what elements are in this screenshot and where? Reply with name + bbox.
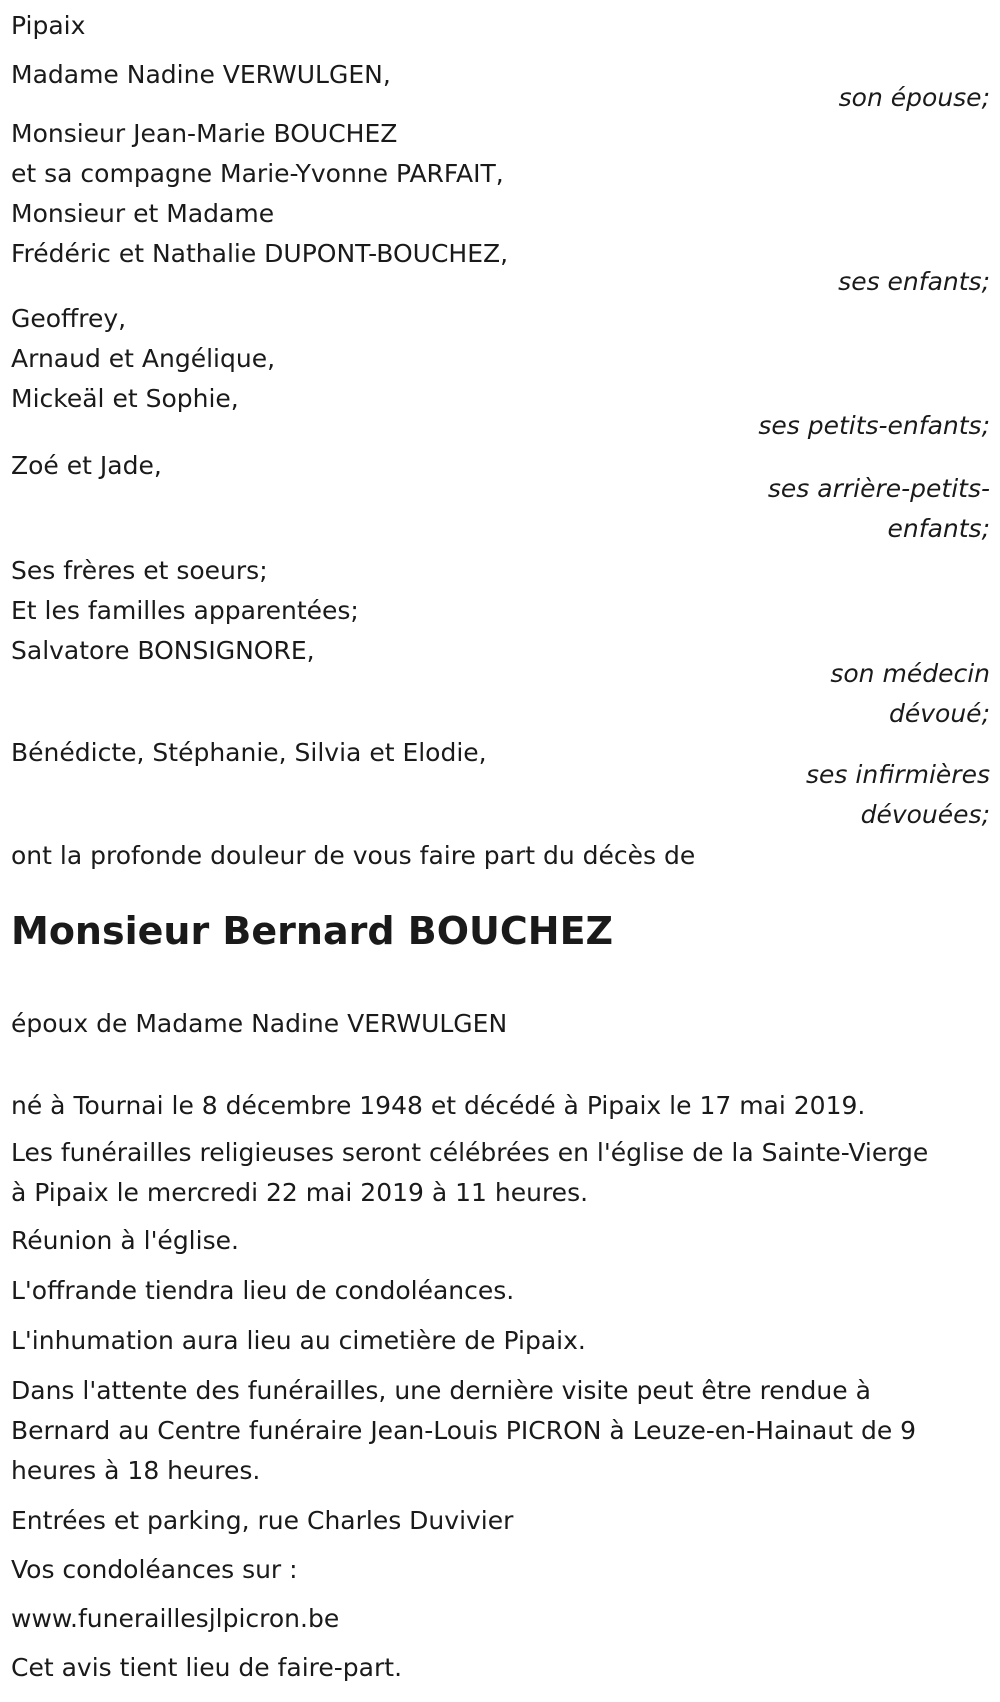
deceased-name: Monsieur Bernard BOUCHEZ [11,909,614,953]
condolences-label: Vos condoléances sur : [11,1555,298,1584]
children-role: ses enfants; [838,267,990,296]
spouse-role: son épouse; [838,83,990,112]
spouse-of-text: époux de Madame Nadine VERWULGEN [11,1009,508,1038]
nurses-role: ses infirmières dévouées; [806,760,990,829]
child-line: Frédéric et Nathalie DUPONT-BOUCHEZ, [11,239,509,268]
relatives-line: Salvatore BONSIGNORE, [11,636,315,665]
relatives-line: Ses frères et soeurs; [11,556,268,585]
announcement-text: ont la profonde douleur de vous faire part du décès de [11,841,696,870]
grandchildren-role: ses petits-enfants; [758,411,990,440]
spouse-name: Madame Nadine VERWULGEN, [11,60,391,89]
child-line: et sa compagne Marie-Yvonne PARFAIT, [11,159,504,188]
birth-death-text: né à Tournai le 8 décembre 1948 et décédé à Pipaix le 17 mai 2019. [11,1091,866,1120]
relatives-line: Et les familles apparentées; [11,596,359,625]
child-line: Monsieur et Madame [11,199,275,228]
closing-text: Cet avis tient lieu de faire-part. [11,1653,403,1682]
grandchild-line: Mickeäl et Sophie, [11,384,239,413]
grandchild-line: Arnaud et Angélique, [11,344,276,373]
parking-text: Entrées et parking, rue Charles Duvivier [11,1506,514,1535]
relatives-block [11,551,991,671]
visit-text: Dans l'attente des funérailles, une dernière visite peut être rendue à Bernard au Centre funéraire Jean-Louis PICRON à Leuze-en-Hainaut de 9 heures à 18 heures. [11,1376,917,1485]
grandchild-line: Geoffrey, [11,304,127,333]
great-grandchild-line: Zoé et Jade, [11,451,162,480]
great-grandchildren-role: ses arrière-petits- enfants; [767,474,990,543]
funeral-text: Les funérailles religieuses seront célébrées en l'église de la Sainte-Vierge à Pipaix le mercredi 22 mai 2019 à 11 heures. [11,1138,929,1207]
child-line: Monsieur Jean-Marie BOUCHEZ [11,119,398,148]
meeting-text: Réunion à l'église. [11,1226,239,1255]
offering-text: L'offrande tiendra lieu de condoléances. [11,1276,515,1305]
burial-text: L'inhumation aura lieu au cimetière de Pipaix. [11,1326,586,1355]
doctor-role: son médecin dévoué; [830,659,990,728]
nurses-line: Bénédicte, Stéphanie, Silvia et Elodie, [11,738,487,767]
website-link[interactable]: www.funeraillesjlpicron.be [11,1604,340,1633]
grandchildren-block [11,299,991,419]
location: Pipaix [11,11,86,40]
children-block [11,114,991,274]
